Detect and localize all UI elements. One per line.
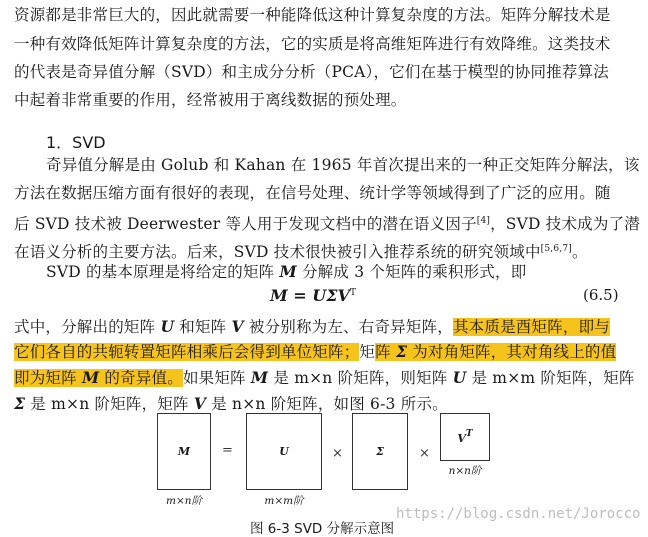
text-run: 是 m×n 阶矩阵，则矩阵	[268, 369, 453, 387]
math-symbol: M	[81, 368, 100, 387]
text-run: 是 m×m 阶矩阵，矩阵	[466, 369, 635, 387]
matrix-dim-label: m×m阶	[264, 495, 304, 507]
matrix-label	[441, 429, 489, 445]
matrix-label: Σ	[376, 445, 384, 458]
paragraph-line: 方法在数据压缩方面有很好的表现，在信号处理、统计学等领域得到了广泛的应用。随	[14, 184, 611, 202]
equation-sup: T	[349, 288, 356, 298]
matrix-dim-label: m×n阶	[165, 495, 203, 507]
matrix-label-text: V	[457, 432, 466, 445]
text-run: 矩	[359, 343, 376, 361]
citation-ref[interactable]: [4]	[476, 216, 491, 226]
equals-sign: =	[222, 443, 233, 458]
text-run: 阵	[375, 343, 396, 361]
highlighted-text: 其本质是酉矩阵，即与	[452, 318, 610, 336]
matrix-sigma-box	[352, 413, 408, 490]
text-run: 是 n×n 阶矩阵，如图 6-3 所示。	[206, 395, 448, 413]
text-run: 式中，分解出的矩阵	[14, 318, 161, 336]
paragraph-line	[14, 318, 610, 336]
watermark: https://blog.csdn.net/Jorocco	[396, 506, 641, 522]
math-symbol: Σ	[14, 394, 26, 413]
text-run: 。	[572, 243, 588, 261]
text-run: SVD 的基本原理是将给定的矩阵	[46, 263, 280, 281]
text-run: 如果矩阵	[182, 369, 251, 387]
text-run: 即为矩阵	[14, 369, 82, 387]
text-run: 的奇异值。	[99, 369, 183, 387]
text-run: 为对角矩阵，其对角线上的值	[407, 343, 617, 361]
math-symbol: U	[160, 317, 175, 336]
times-sign: ×	[332, 446, 343, 461]
paragraph-line: 奇异值分解是由 Golub 和 Kahan 在 1965 年首次提出来的一种正交矩阵分解法，该	[46, 156, 640, 174]
matrix-vt-box	[440, 413, 490, 461]
paragraph-line	[14, 343, 616, 361]
math-symbol: U	[452, 368, 467, 387]
equation-number: (6.5)	[583, 286, 619, 304]
math-symbol: Σ	[395, 342, 408, 361]
math-symbol: M	[279, 262, 297, 281]
equation-text: M = UΣV	[270, 286, 350, 305]
paragraph-line: 一种有效降低矩阵计算复杂度的方法，它的实质是将高维矩阵进行有效降维。这类技术	[14, 35, 611, 53]
paragraph-line	[46, 263, 526, 281]
matrix-u-box	[246, 413, 322, 490]
math-symbol: M	[250, 368, 269, 387]
highlighted-text	[14, 369, 183, 387]
figure-caption: 图 6-3 SVD 分解示意图	[250, 521, 395, 537]
matrix-label: M	[177, 445, 191, 458]
text-run: 分解成 3 个矩阵的乘积形式，即	[296, 263, 527, 281]
text-run: 后 SVD 技术被 Deerwester 等人用于发现文档中的潜在语义因子	[14, 215, 477, 233]
paragraph-line	[14, 369, 635, 387]
paragraph-line	[14, 240, 588, 261]
paragraph-line	[14, 212, 640, 233]
matrix-label-sup: T	[465, 429, 473, 439]
paragraph-line	[14, 395, 448, 413]
text-run: 是 m×n 阶矩阵，矩阵	[25, 395, 194, 413]
text-run: 被分别称为左、右奇异矩阵，	[243, 318, 453, 336]
paragraph-line: 的代表是奇异值分解（SVD）和主成分分析（PCA），它们在基于模型的协同推荐算法	[14, 63, 609, 81]
matrix-label: U	[279, 445, 289, 458]
paragraph-line: 资源都是非常巨大的，因此就需要一种能降低这种计算复杂度的方法。矩阵分解技术是	[14, 6, 611, 24]
matrix-m-box	[157, 413, 211, 490]
math-symbol: V	[193, 394, 207, 413]
math-symbol: V	[231, 317, 244, 336]
text-run: 在语义分析的主要方法。后来，SVD 技术很快被引入推荐系统的研究领域中	[14, 243, 541, 261]
highlighted-text: 它们各自的共轭转置矩阵相乘后会得到单位矩阵；	[14, 343, 360, 361]
times-sign: ×	[419, 446, 430, 461]
equation	[270, 286, 356, 305]
text-run: ，SVD 技术成为了潜	[490, 215, 640, 233]
citation-ref[interactable]: [5,6,7]	[540, 244, 572, 254]
matrix-dim-label: n×n阶	[448, 465, 482, 477]
text-run: 和矩阵	[174, 318, 232, 336]
highlighted-text	[375, 343, 616, 361]
paragraph-line: 中起着非常重要的作用，经常被用于离线数据的预处理。	[14, 91, 407, 109]
section-heading: 1．SVD	[46, 133, 106, 152]
